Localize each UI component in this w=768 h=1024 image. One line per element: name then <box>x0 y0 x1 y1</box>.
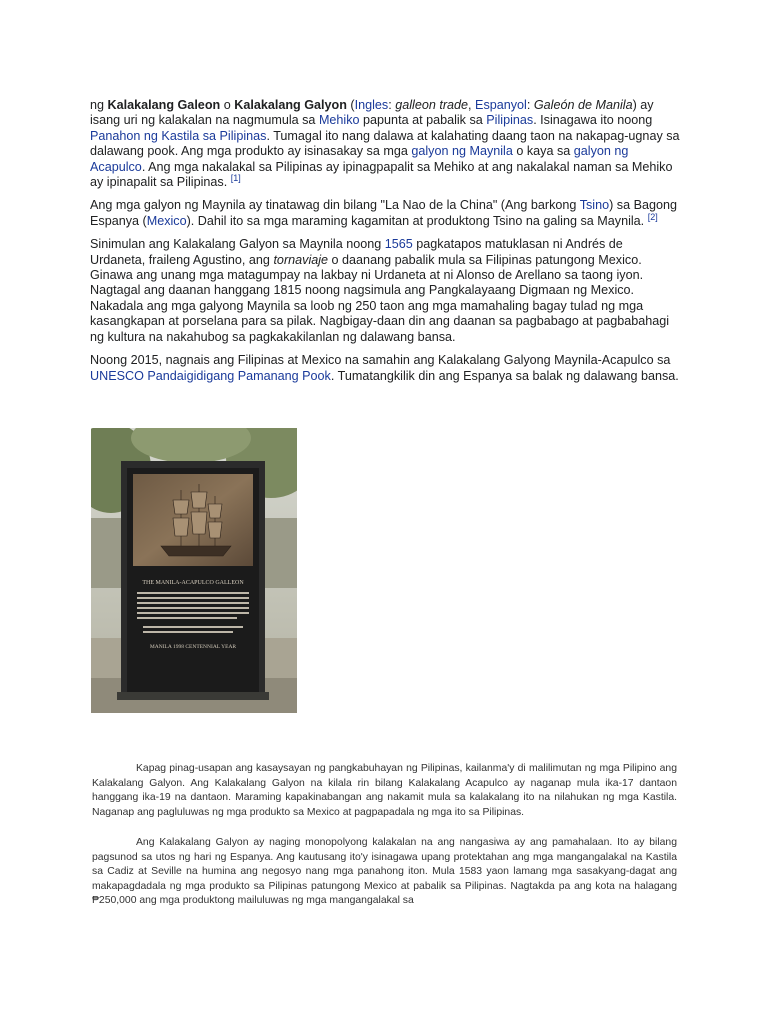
link-tsino[interactable]: Tsino <box>579 198 610 213</box>
link-1565[interactable]: 1565 <box>384 237 413 252</box>
plaque-title: THE MANILA-ACAPULCO GALLEON <box>142 580 244 586</box>
document-continuation <box>92 762 677 925</box>
paragraph-monopolyo: Ang Kalakalang Galyon ay naging monopolyong kalakalan na ang nangasiwa ay ang pamahalaan. Ito ay bilang pagsunod sa utos ng hari ng Espanya. Ang kautusang ito'y isinagawa upang protektahan ang mga mangangalakal na Kastila sa Cadiz at Seville na humina ang negosyo nang mga panahong iton. Mula 1583 yaon lamang mga sasakyang-dagat ang makapagdadala ng mga produkto sa Pilipinas patungong Mexico at pabalik sa Pilipinas. Nagtakda pa ang kota na halagang ₱250,000 ang mga produktong mailuluwas ng mga mangangalakal sa <box>92 837 677 906</box>
bold-term: Kalakalang Galeon <box>107 98 221 112</box>
link-panahon-ng-kastila[interactable]: Panahon ng Kastila sa Pilipinas <box>90 128 267 143</box>
galleon-monument-photo <box>91 428 297 713</box>
paragraph-history: Sinimulan ang Kalakalang Galyon sa Maynila noong 1565 pagkatapos matuklasan ni Andrés de Urdaneta, fraileng Agustino, ang tornaviaje o daanang pabalik mula sa Filipinas patungong Mexico. Ginawa ang unang mga matagumpay na lakbay ni Urdaneta at ni Alonso de Arellano sa taong iyon. Nagtagal ang daanan hanggang 1815 noong nagsimula ang Pangkalayaang Digmaan ng Mexico. Nakadala ang mga galyong Maynila sa loob ng 250 taon ang mga mamahaling bagay tulad ng mga kasangkapan at porselana para sa pilak. Nagbigay-daan din ang daanan sa pagbabago at pagbabahagi ng kultura na nakahubog sa pagkakakilanlan ng dalawang bansa. <box>90 237 670 344</box>
link-ingles[interactable]: Ingles <box>354 98 389 112</box>
paragraph-unesco: Noong 2015, nagnais ang Filipinas at Mexico na samahin ang Kalakalang Galyong Maynila-Acapulco sa UNESCO Pandaigidigang Pamanang Pook. Tumatangkilik din ang Espanya sa balak ng dalawang bansa. <box>90 353 679 383</box>
link-galyon-ng-acapulco[interactable]: galyon ng Acapulco <box>90 144 629 174</box>
paragraph-intro: ng Kalakalang Galeon o Kalakalang Galyon (Ingles: galleon trade, Espanyol: Galeón de Manila) ay isang uri ng kalakalan na nagmumula sa Mehiko papunta at pabalik sa Pilipinas. Isinagawa ito noong Panahon ng Kastila sa Pilipinas. Tumagal ito nang dalawa at kalahating daang taon na nakapag-ugnay sa dalawang pook. Ang mga produkto ay isinasakay sa mga galyon ng Maynila o kaya sa galyon ng Acapulco. Ang mga nakalakal sa Pilipinas ay ipinagpapalit sa Mehiko at ang nakalakal naman sa Mehiko ay ipinapalit sa Pilipinas. [1] <box>90 98 680 190</box>
link-mehiko[interactable]: Mehiko <box>318 113 360 128</box>
bold-term: Kalakalang Galyon <box>234 98 347 112</box>
galleon-plaque-image <box>91 428 297 713</box>
link-mexico[interactable]: Mexico <box>146 213 187 228</box>
link-pilipinas[interactable]: Pilipinas <box>486 113 534 128</box>
link-espanyol[interactable]: Espanyol <box>475 98 527 112</box>
paragraph-kasaysayan: Kapag pinag-usapan ang kasaysayan ng pangkabuhayan ng Pilipinas, kailanma'y di malilimutan ng mga Pilipino ang Kalakalang Galyon. Ang Kalakalang Galyon na kilala rin bilang Kalakalang Acapulco ay naganap mula ika-17 dantaon hanggang ika-19 na dantaon. Maraming kapakinabangan ang nakamit mula sa kalakalang ito na nilahukan ng mga Kastila. Naganap ang pagluluwas ng mga produkto sa Mexico at pagpapadala ng mga ito sa Pilipinas. <box>92 763 677 818</box>
paragraph-nao-de-la-china: Ang mga galyon ng Maynila ay tinatawag din bilang "La Nao de la China" (Ang barkong Tsino) sa Bagong Espanya (Mexico). Dahil ito sa mga maraming kagamitan at produktong Tsino na galing sa Maynila. [2] <box>90 198 678 228</box>
link-galyon-ng-maynila[interactable]: galyon ng Maynila <box>411 144 513 159</box>
plaque-footer: MANILA 1998 CENTENNIAL YEAR <box>149 644 237 650</box>
link-unesco[interactable]: UNESCO Pandaigidigang Pamanang Pook <box>90 368 331 383</box>
reference-2[interactable]: [2] <box>647 211 658 222</box>
article-body <box>90 98 680 392</box>
reference-1[interactable]: [1] <box>230 172 241 183</box>
